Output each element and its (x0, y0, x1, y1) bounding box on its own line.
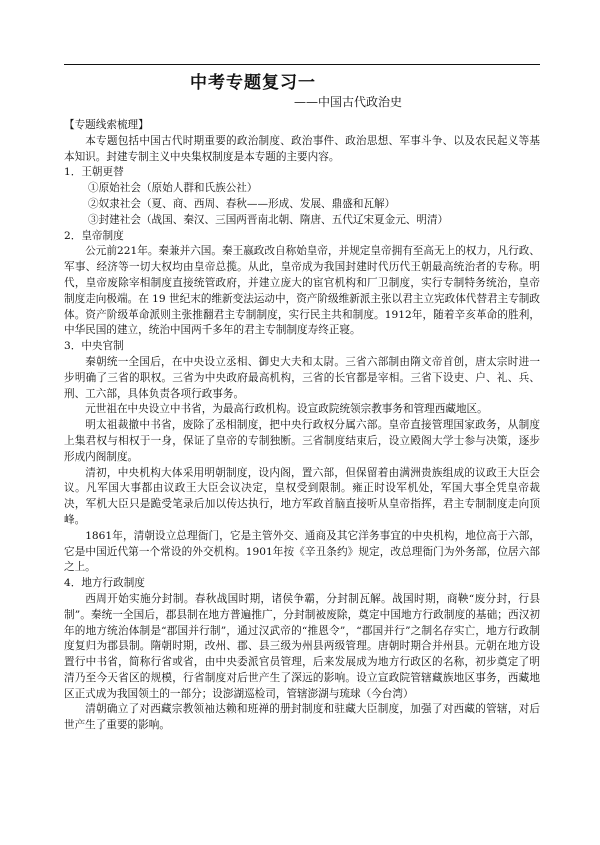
central-government-paragraph: 1861年，清朝设立总理衙门，它是主管外交、通商及其它洋务事宜的中央机构，地位高于六部，它是中国近代第一个常设的外交机构。1901年按《辛丑条约》规定，改总理衙门为外务部，位居六部之上。 (64, 529, 540, 574)
central-government-paragraph: 秦朝统一全国后，在中央设立丞相、御史大夫和太尉。三省六部制由隋文帝首创，唐太宗时进一步明确了三省的职权。三省为中央政府最高机构，三省的长官都是宰相。三省下设吏、户、礼、兵、刑、工六部，具体负责各项行政事务。 (64, 355, 540, 400)
section-heading-emperor-system: 2．皇帝制度 (64, 229, 124, 242)
central-government-paragraph: 元世祖在中央设立中书省，为最高行政机构。设宣政院统领宗教事务和管理西藏地区。 (85, 403, 488, 416)
section-heading-central-government: 3．中央官制 (64, 340, 124, 353)
intro-text: 本专题包括中国古代时期重要的政治制度、政治事件、政治思想、军事斗争、以及农民起义等基本知识。封建专制主义中央集权制度是本专题的主要内容。 (64, 134, 540, 163)
central-government-paragraph: 清初，中央机构大体采用明朝制度，设内阁，置六部，但保留着由满洲贵族组成的议政王大臣会议。凡军国大事都由议政王大臣会议决定，皇权受到限制。雍正时设军机处，军国大事全凭皇帝裁决，军机大臣只是跪受笔录后加以传达执行，地方军政首脑直接听从皇帝指挥，君主专制制度走向顶峰。 (64, 466, 540, 526)
emperor-system-text: 公元前221年。秦兼并六国。秦王嬴政改自称始皇帝，并规定皇帝拥有至高无上的权力，凡行政、军事、经济等一切大权均由皇帝总揽。从此，皇帝成为我国封建时代历代王朝最高统治者的专称。明代，皇帝废除宰相制度直接统管政府，并建立庞大的宦官机构和厂卫制度，实行专制特务统治，皇帝制度走向极端。在 19 世纪末的维新变法运动中，资产阶级维新派主张以君主立宪政体代替君主专制政体。资产阶级革命派则主张推翻君主专制制度，实行民主共和制度。1912年，随着辛亥革命的胜利，中华民国的建立，统治中国两千多年的君主专制制度寿终正寝。 (64, 245, 540, 337)
local-administration-paragraph: 西周开始实施分封制。春秋战国时期，诸侯争霸，分封制瓦解。战国时期，商鞅“废分封，行县制”。秦统一全国后，郡县制在地方普遍推广，分封制被废除，奠定中国地方行政制度的基础；西汉初年的地方统治体制是“郡国并行制”，通过汉武帝的“推恩令”，“郡国并行”之制名存实亡，地方行政制度复归为郡县制。隋朝时期，改州、郡、县三级为州县两级管理。唐朝时期合并州县。元朝在地方设置行中书省，简称行省或省，由中央委派官员管理，后来发展成为地方行政区的名称，初步奠定了明清乃至今天省区的规模，行省制度对后世产生了深远的影响。设立宣政院管辖藏族地区事务，西藏地区正式成为我国领土的一部分；设澎湖巡检司，管辖澎湖与琉球（今台湾） (64, 592, 540, 700)
intro-heading: 【专题线索梳理】 (64, 119, 149, 131)
document-title: 中考专题复习一 (190, 73, 316, 93)
document-subtitle: ——中国古代政治史 (294, 95, 403, 109)
central-government-paragraph: 明太祖裁撤中书省，废除了丞相制度，把中央行政权分属六部。皇帝直接管理国家政务，从制度上集君权与相权于一身，保证了皇帝的专制独断。三省制度结束后，设立殿阁大学士参与决策，逐步形成内阁制度。 (64, 419, 540, 463)
section-heading-dynasties: 1．王朝更替 (64, 166, 124, 179)
list-item-primitive-society: ①原始社会（原始人群和氏族公社） (88, 182, 258, 195)
local-administration-paragraph: 清朝确立了对西藏宗教领袖达赖和班禅的册封制度和驻藏大臣制度，加强了对西藏的管辖，对后世产生了重要的影响。 (64, 703, 540, 732)
list-item-slave-society: ②奴隶社会（夏、商、西周、春秋——形成、发展、鼎盛和瓦解） (88, 197, 396, 210)
section-heading-local-administration: 4．地方行政制度 (64, 577, 145, 590)
list-item-feudal-society: ③封建社会（战国、秦汉、三国两晋南北朝、隋唐、五代辽宋夏金元、明清） (88, 213, 449, 226)
header-rule (64, 64, 540, 65)
document-body (64, 118, 540, 734)
